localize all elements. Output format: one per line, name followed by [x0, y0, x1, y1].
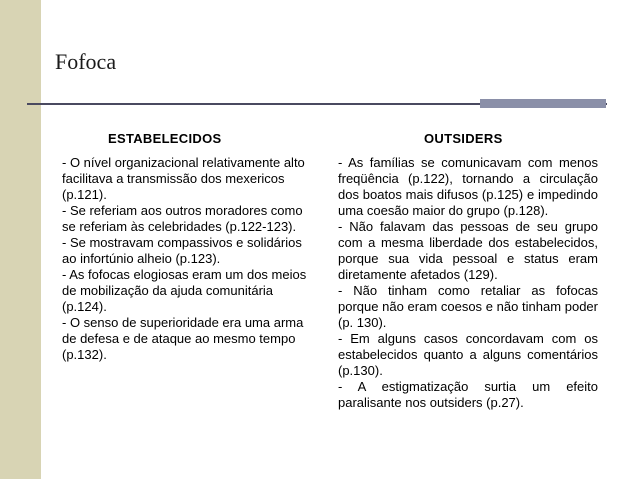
list-item: - Não falavam das pessoas de seu grupo com a mesma liberdade dos estabelecidos, porque sua vida pessoal e status eram diretamente afetados (129). [338, 219, 598, 282]
list-item: - Não tinham como retaliar as fofocas porque não eram coesos e não tinham poder (p. 130). [338, 283, 598, 330]
list-item: - A estigmatização surtia um efeito paralisante nos outsiders (p.27). [338, 379, 598, 410]
list-item: - As fofocas elogiosas eram um dos meios de mobilização da ajuda comunitária (p.124). [62, 267, 307, 314]
list-item: - Se referiam aos outros moradores como se referiam às celebridades (p.122-123). [62, 203, 303, 234]
list-item: - Se mostravam compassivos e solidários ao infortúnio alheio (p.123). [62, 235, 302, 266]
list-item: - O nível organizacional relativamente alto facilitava a transmissão dos mexericos (p.121). [62, 155, 305, 202]
list-item: - O senso de superioridade era uma arma de defesa e de ataque ao mesmo tempo (p.132). [62, 315, 304, 362]
column-estabelecidos [62, 155, 316, 363]
left-decorative-band [0, 0, 41, 479]
title-divider-accent [480, 99, 606, 108]
column-outsiders [338, 155, 598, 411]
column-heading-outsiders: OUTSIDERS [424, 131, 503, 146]
list-item: - Em alguns casos concordavam com os estabelecidos quanto a alguns comentários (p.130). [338, 331, 598, 378]
list-item: - As famílias se comunicavam com menos freqüência (p.122), tornando a circulação dos boatos mais difusos (p.125) e impedindo uma coesão maior do grupo (p.128). [338, 155, 598, 218]
slide-title: Fofoca [55, 49, 117, 74]
column-heading-estabelecidos: ESTABELECIDOS [108, 131, 222, 146]
